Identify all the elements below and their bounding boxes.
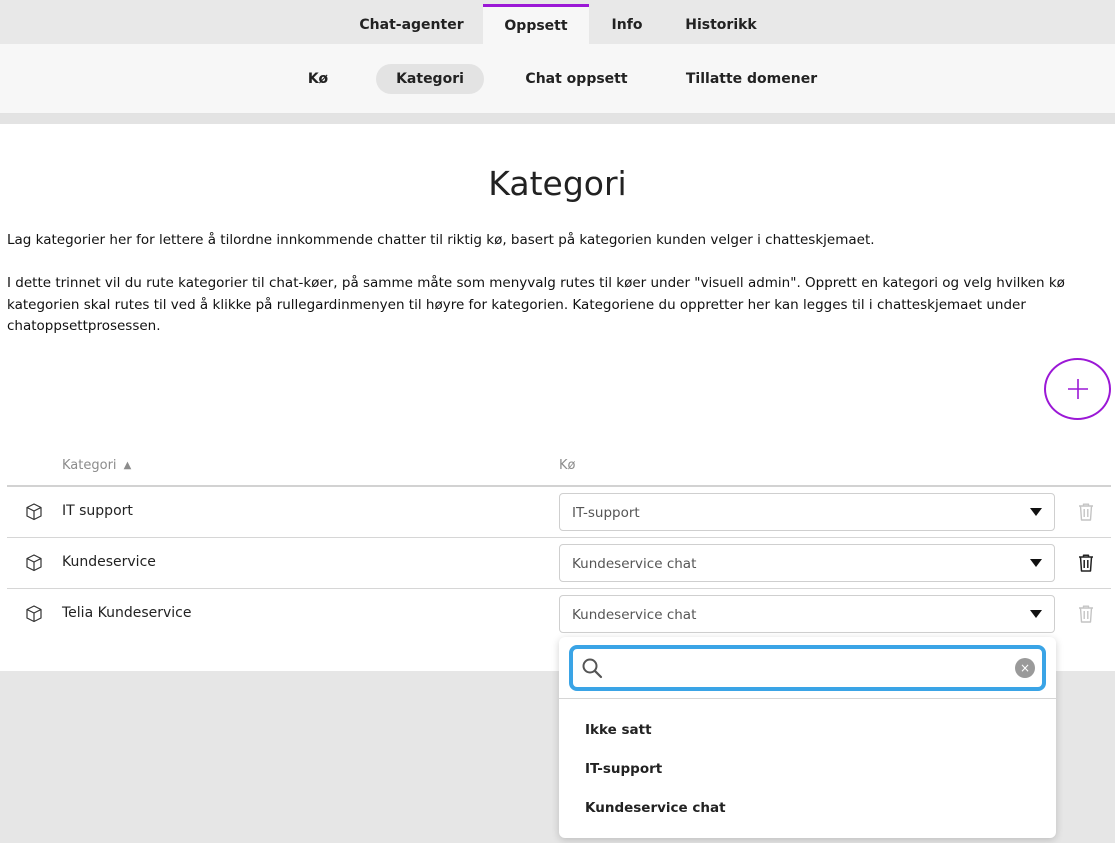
cube-icon [24, 502, 44, 522]
trash-icon[interactable] [1077, 502, 1095, 522]
tab-historikk[interactable]: Historikk [685, 16, 757, 33]
plus-icon [1066, 377, 1090, 401]
trash-icon[interactable] [1077, 604, 1095, 624]
caret-down-icon [1030, 508, 1042, 516]
subtab-tillatte-domener[interactable]: Tillatte domener [685, 71, 818, 87]
table-row [7, 589, 1111, 640]
table-row [7, 487, 1111, 538]
trash-icon[interactable] [1077, 553, 1095, 573]
cube-icon [24, 604, 44, 624]
queue-dropdown-menu [559, 637, 1056, 838]
dropdown-search-box [569, 645, 1046, 691]
column-header-category[interactable] [62, 458, 131, 473]
queue-select-value: Kundeservice chat [572, 556, 697, 572]
add-category-button[interactable] [1044, 358, 1111, 420]
dropdown-divider [559, 698, 1056, 699]
description-details: I dette trinnet vil du rute kategorier til chat-køer, på samme måte som menyvalg rutes til køer under "visuell admin". Opprett en kategori og velg hvilken kø kategorien skal rutes til ved å klikke på rullegardinmenyen til høyre for kategorien. Kategoriene du oppretter her kan legges til i chatteskjemaet under chatoppsettprosessen. [7, 275, 1065, 334]
dropdown-option-it-support[interactable]: IT-support [585, 761, 663, 777]
clear-icon[interactable]: × [1015, 658, 1035, 678]
tab-chat-agenter[interactable]: Chat-agenter [359, 16, 464, 33]
queue-select[interactable] [559, 595, 1055, 633]
table-row [7, 538, 1111, 589]
queue-select[interactable] [559, 544, 1055, 582]
page-title: Kategori [488, 164, 627, 203]
top-tab-bar [0, 0, 1115, 44]
column-header-category-label: Kategori [62, 458, 117, 473]
search-icon [581, 657, 603, 679]
category-name: IT support [62, 503, 133, 519]
dropdown-option-kundeservice-chat[interactable]: Kundeservice chat [585, 800, 726, 816]
description-intro: Lag kategorier her for lettere å tilordne innkommende chatter til riktig kø, basert på kategorien kunden velger i chatteskjemaet. [7, 232, 875, 248]
tab-oppsett[interactable]: Oppsett [483, 4, 589, 44]
category-name: Telia Kundeservice [62, 605, 192, 621]
queue-select[interactable] [559, 493, 1055, 531]
queue-select-value: IT-support [572, 505, 640, 521]
caret-down-icon [1030, 610, 1042, 618]
column-header-queue: Kø [559, 458, 576, 473]
tab-info[interactable]: Info [611, 16, 643, 33]
subtab-ko[interactable]: Kø [307, 71, 329, 87]
section-divider [0, 114, 1115, 124]
subtab-chat-oppsett[interactable]: Chat oppsett [525, 71, 628, 87]
subtab-kategori[interactable]: Kategori [376, 64, 484, 94]
category-name: Kundeservice [62, 554, 156, 570]
dropdown-option-ikke-satt[interactable]: Ikke satt [585, 722, 652, 738]
queue-select-value: Kundeservice chat [572, 607, 697, 623]
main-content [0, 124, 1115, 671]
caret-down-icon [1030, 559, 1042, 567]
sort-ascending-icon: ▲ [123, 460, 132, 471]
cube-icon [24, 553, 44, 573]
sub-tab-bar [0, 44, 1115, 114]
dropdown-search-input[interactable] [611, 655, 1001, 681]
